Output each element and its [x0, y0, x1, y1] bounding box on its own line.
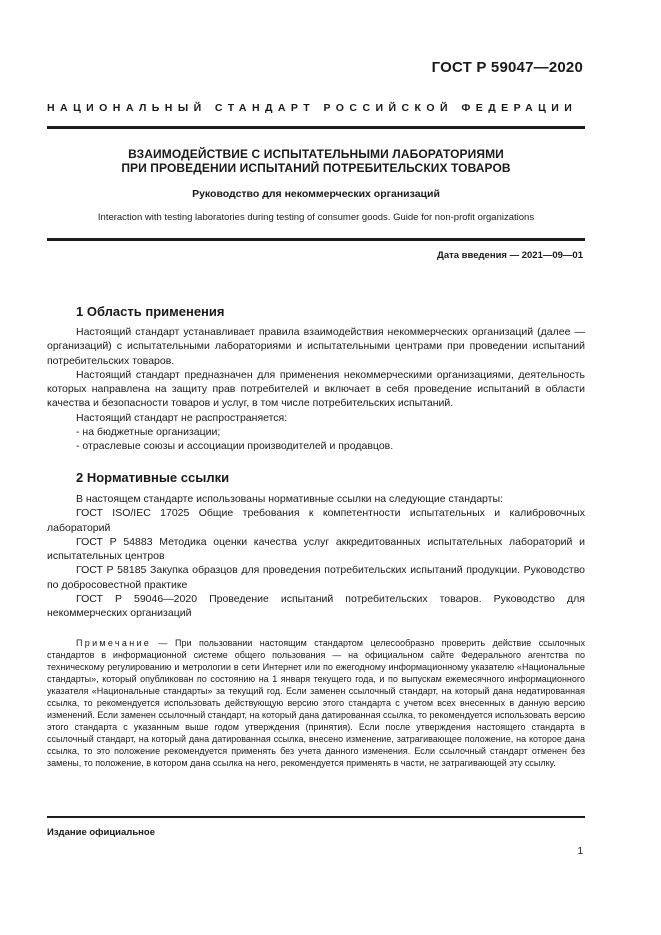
- reference-item: ГОСТ Р 54883 Методика оценки качества услуг аккредитованных испытательных лабораторий и испытательных центров: [47, 535, 585, 563]
- official-edition-label: Издание официальное: [47, 827, 155, 838]
- list-item: - отраслевые союзы и ассоциации производителей и продавцов.: [76, 440, 394, 453]
- standard-type-heading: НАЦИОНАЛЬНЫЙ СТАНДАРТ РОССИЙСКОЙ ФЕДЕРАЦИИ: [47, 102, 578, 114]
- english-title: Interaction with testing laboratories during testing of consumer goods. Guide for non-profit organizations: [97, 212, 535, 223]
- note-text: — При пользовании настоящим стандартом целесообразно проверить действие ссылочных стандартов в информационной системе общего пользования — на официальном сайте Федерального агентства по техническому регулированию и метрологии в сети Интернет или по ежегодному информационному указателю «Национальные стандарты», который опубликован по состоянию на 1 января текущего года, и по выпускам ежемесячного информационного указателя «Национальные стандарты» за текущий год. Если заменен ссылочный стандарт, на который дана недатированная ссылка, то рекомендуется использовать действующую версию этого стандарта с учетом всех внесенных в данную версию изменений. Если заменен ссылочный стандарт, на который дана датированная ссылка, то рекомендуется использовать версию этого стандарта с указанным выше годом утверждения (принятия). Если после утверждения настоящего стандарта в ссылочный стандарт, на который дана датированная ссылка, внесено изменение, затрагивающее положение, на которое дана ссылка, то это положение рекомендуется применять без учета данного изменения. Если ссылочный стандарт отменен без замены, то положение, в котором дана ссылка на него, рекомендуется применять в части, не затрагивающей эту ссылку.: [47, 638, 585, 768]
- paragraph: Настоящий стандарт не распространяется:: [76, 411, 288, 424]
- section-1-body: [47, 325, 585, 454]
- title-divider: [47, 238, 585, 241]
- paragraph: В настоящем стандарте использованы нормативные ссылки на следующие стандарты:: [76, 493, 503, 505]
- note-label: Примечание: [76, 638, 152, 648]
- section-2-heading: 2 Нормативные ссылки: [76, 470, 230, 485]
- gost-number: ГОСТ Р 59047—2020: [431, 59, 583, 76]
- footer-divider: [47, 816, 585, 818]
- page-number: 1: [577, 846, 583, 857]
- reference-item: ГОСТ Р 59046—2020 Проведение испытаний потребительских товаров. Руководство для некоммерческих организаций: [47, 593, 585, 620]
- list-item: - на бюджетные организации;: [76, 426, 221, 439]
- top-divider: [47, 126, 585, 129]
- paragraph: Настоящий стандарт устанавливает правила взаимодействия некоммерческих организаций (далее — организаций) с испытательными лабораториями и испытательными центрами при проведении испытаний потребительских товаров.: [47, 326, 585, 367]
- document-title-line-1: ВЗАИМОДЕЙСТВИЕ С ИСПЫТАТЕЛЬНЫМИ ЛАБОРАТОРИЯМИ: [128, 147, 504, 161]
- reference-item: ГОСТ ISO/IEC 17025 Общие требования к компетентности испытательных и калибровочных лабораторий: [47, 507, 585, 534]
- document-title: [47, 147, 585, 175]
- paragraph: Настоящий стандарт предназначен для применения некоммерческими организациями, деятельность которых направлена на защиту прав потребителей и включает в себя проведение испытаний в области качества и безопасности товаров и услуг, в том числе потребительских испытаний.: [47, 368, 585, 410]
- reference-item: ГОСТ Р 58185 Закупка образцов для проведения потребительских испытаний продукции. Руководство по добросовестной практике: [47, 564, 585, 591]
- introduction-date: Дата введения — 2021—09—01: [437, 250, 583, 261]
- section-1-heading: 1 Область применения: [76, 304, 225, 319]
- section-2-body: [47, 492, 585, 621]
- document-subtitle: Руководство для некоммерческих организаций: [192, 188, 440, 200]
- document-title-line-2: ПРИ ПРОВЕДЕНИИ ИСПЫТАНИЙ ПОТРЕБИТЕЛЬСКИХ ТОВАРОВ: [121, 161, 511, 175]
- note-paragraph: [47, 637, 585, 769]
- reference-note: [47, 637, 585, 769]
